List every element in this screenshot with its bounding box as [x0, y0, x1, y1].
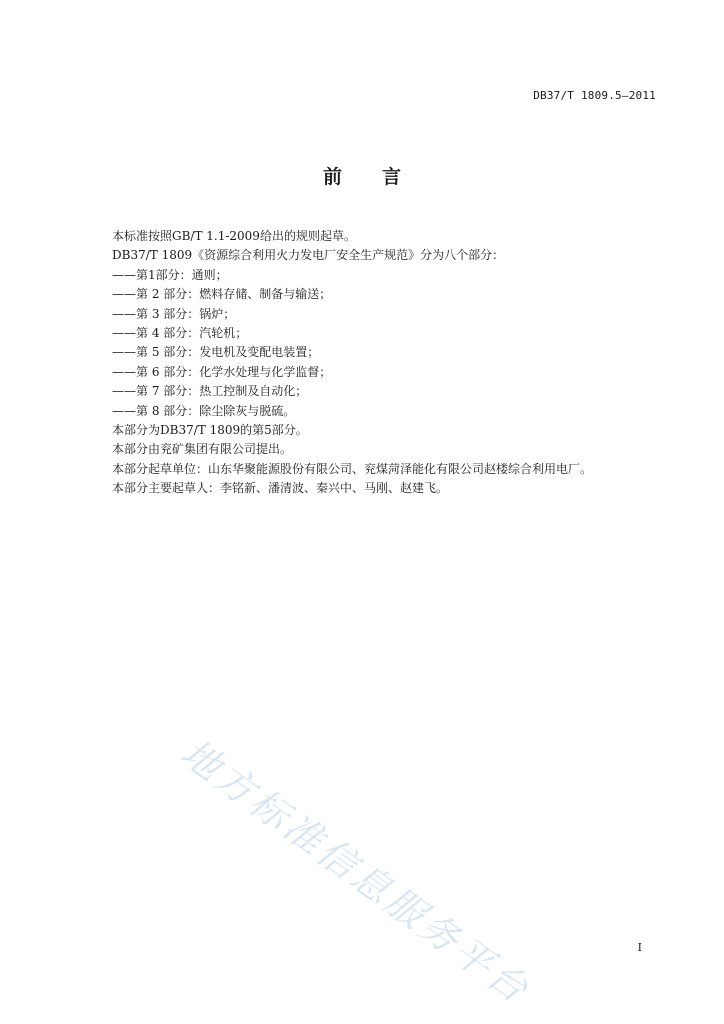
title-char-1: 前	[322, 166, 342, 188]
title-char-2: 言	[382, 166, 402, 188]
page-number: I	[637, 941, 642, 954]
paragraph-part-number: 本部分为DB37/T 1809的第5部分。	[112, 423, 308, 438]
page-title	[0, 162, 724, 189]
foreword-body	[112, 227, 672, 499]
paragraph-drafters: 本部分主要起草人：李铭新、潘清波、秦兴中、马刚、赵建飞。	[112, 481, 449, 496]
list-item-part-1: ——第1部分：通则；	[112, 267, 228, 282]
paragraph-drafting-rules: 本标准按照GB/T 1.1-2009给出的规则起草。	[112, 229, 356, 243]
list-item-part-2: ——第 2 部分：燃料存储、制备与输送；	[112, 287, 332, 302]
watermark-text: 地方标准信息服务平台	[173, 730, 539, 1014]
list-item-part-7: ——第 7 部分：热工控制及自动化；	[112, 384, 308, 399]
paragraph-drafting-units: 本部分起草单位：山东华聚能源股份有限公司、兖煤菏泽能化有限公司赵楼综合利用电厂。	[112, 461, 593, 476]
standard-code: DB37/T 1809.5—2011	[533, 89, 656, 102]
list-item-part-4: ——第 4 部分：汽轮机；	[112, 326, 248, 341]
paragraph-proposer: 本部分由兖矿集团有限公司提出。	[112, 442, 293, 457]
paragraph-series-intro: DB37/T 1809《资源综合利用火力发电厂安全生产规范》分为八个部分：	[112, 248, 505, 263]
list-item-part-5: ——第 5 部分：发电机及变配电装置；	[112, 345, 320, 360]
list-item-part-6: ——第 6 部分：化学水处理与化学监督；	[112, 364, 332, 379]
list-item-part-3: ——第 3 部分：锅炉；	[112, 306, 236, 321]
list-item-part-8: ——第 8 部分：除尘除灰与脱硫。	[112, 403, 296, 418]
